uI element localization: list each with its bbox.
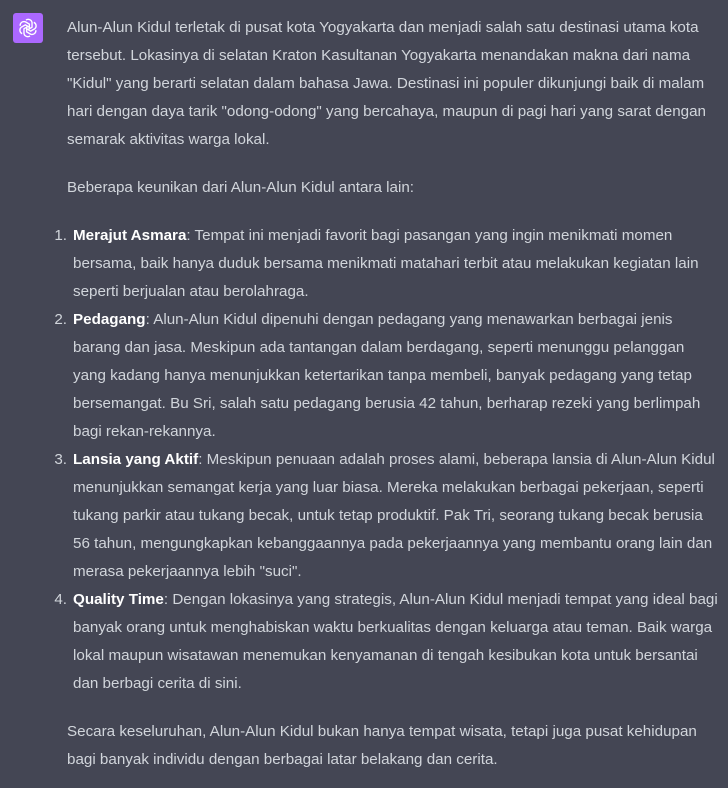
list-number: 4. bbox=[54, 591, 67, 608]
assistant-message bbox=[54, 14, 719, 774]
list-item bbox=[54, 222, 719, 306]
list-item-title: Pedagang bbox=[73, 311, 146, 328]
uniqueness-list bbox=[54, 222, 719, 698]
list-item-title: Lansia yang Aktif bbox=[73, 451, 199, 468]
openai-logo-icon bbox=[17, 17, 39, 39]
list-item-title: Quality Time bbox=[73, 591, 164, 608]
assistant-avatar bbox=[13, 13, 43, 43]
list-item-text: : Meskipun penuaan adalah proses alami, beberapa lansia di Alun-Alun Kidul menunjukkan semangat kerja yang luar biasa. Mereka melakukan berbagai pekerjaan, seperti tukang parkir atau tukang becak, untuk tetap produktif. Pak Tri, seorang tukang becak berusia 56 tahun, mengungkapkan kebanggaannya pada pekerjaannya yang membantu orang lain dan merasa pekerjaannya lebih "suci". bbox=[73, 451, 715, 580]
list-item bbox=[54, 446, 719, 586]
list-item bbox=[54, 586, 719, 698]
list-item-text: : Tempat ini menjadi favorit bagi pasangan yang ingin menikmati momen bersama, baik hanya duduk bersama menikmati matahari terbit atau melakukan kegiatan lain seperti berjualan atau berolahraga. bbox=[73, 227, 699, 300]
list-number: 1. bbox=[54, 227, 67, 244]
list-item-title: Merajut Asmara bbox=[73, 227, 187, 244]
list-intro-paragraph: Beberapa keunikan dari Alun-Alun Kidul antara lain: bbox=[67, 179, 415, 196]
list-item-text: : Dengan lokasinya yang strategis, Alun-Alun Kidul menjadi tempat yang ideal bagi banyak orang untuk menghabiskan waktu berkualitas dengan keluarga atau teman. Baik warga lokal maupun wisatawan menemukan kenyamanan di tengah kesibukan kota untuk bersantai dan berbagi cerita di sini. bbox=[73, 591, 718, 692]
conclusion-paragraph: Secara keseluruhan, Alun-Alun Kidul bukan hanya tempat wisata, tetapi juga pusat kehidupan bagi banyak individu dengan berbagai latar belakang dan cerita. bbox=[67, 723, 697, 768]
list-number: 2. bbox=[54, 311, 67, 328]
intro-paragraph: Alun-Alun Kidul terletak di pusat kota Yogyakarta dan menjadi salah satu destinasi utama kota tersebut. Lokasinya di selatan Kraton Kasultanan Yogyakarta menandakan makna dari nama "Kidul" yang berarti selatan dalam bahasa Jawa. Destinasi ini populer dikunjungi baik di malam hari dengan daya tarik "odong-odong" yang bercahaya, maupun di pagi hari yang sarat dengan semarak aktivitas warga lokal. bbox=[67, 19, 706, 148]
list-item bbox=[54, 306, 719, 446]
list-item-text: : Alun-Alun Kidul dipenuhi dengan pedagang yang menawarkan berbagai jenis barang dan jasa. Meskipun ada tantangan dalam berdagang, seperti menunggu pelanggan yang kadang hanya menunjukkan ketertarikan tanpa membeli, banyak pedagang yang tetap bersemangat. Bu Sri, salah satu pedagang berusia 42 tahun, berharap rezeki yang berlimpah bagi rekan-rekannya. bbox=[73, 311, 701, 440]
list-number: 3. bbox=[54, 451, 67, 468]
